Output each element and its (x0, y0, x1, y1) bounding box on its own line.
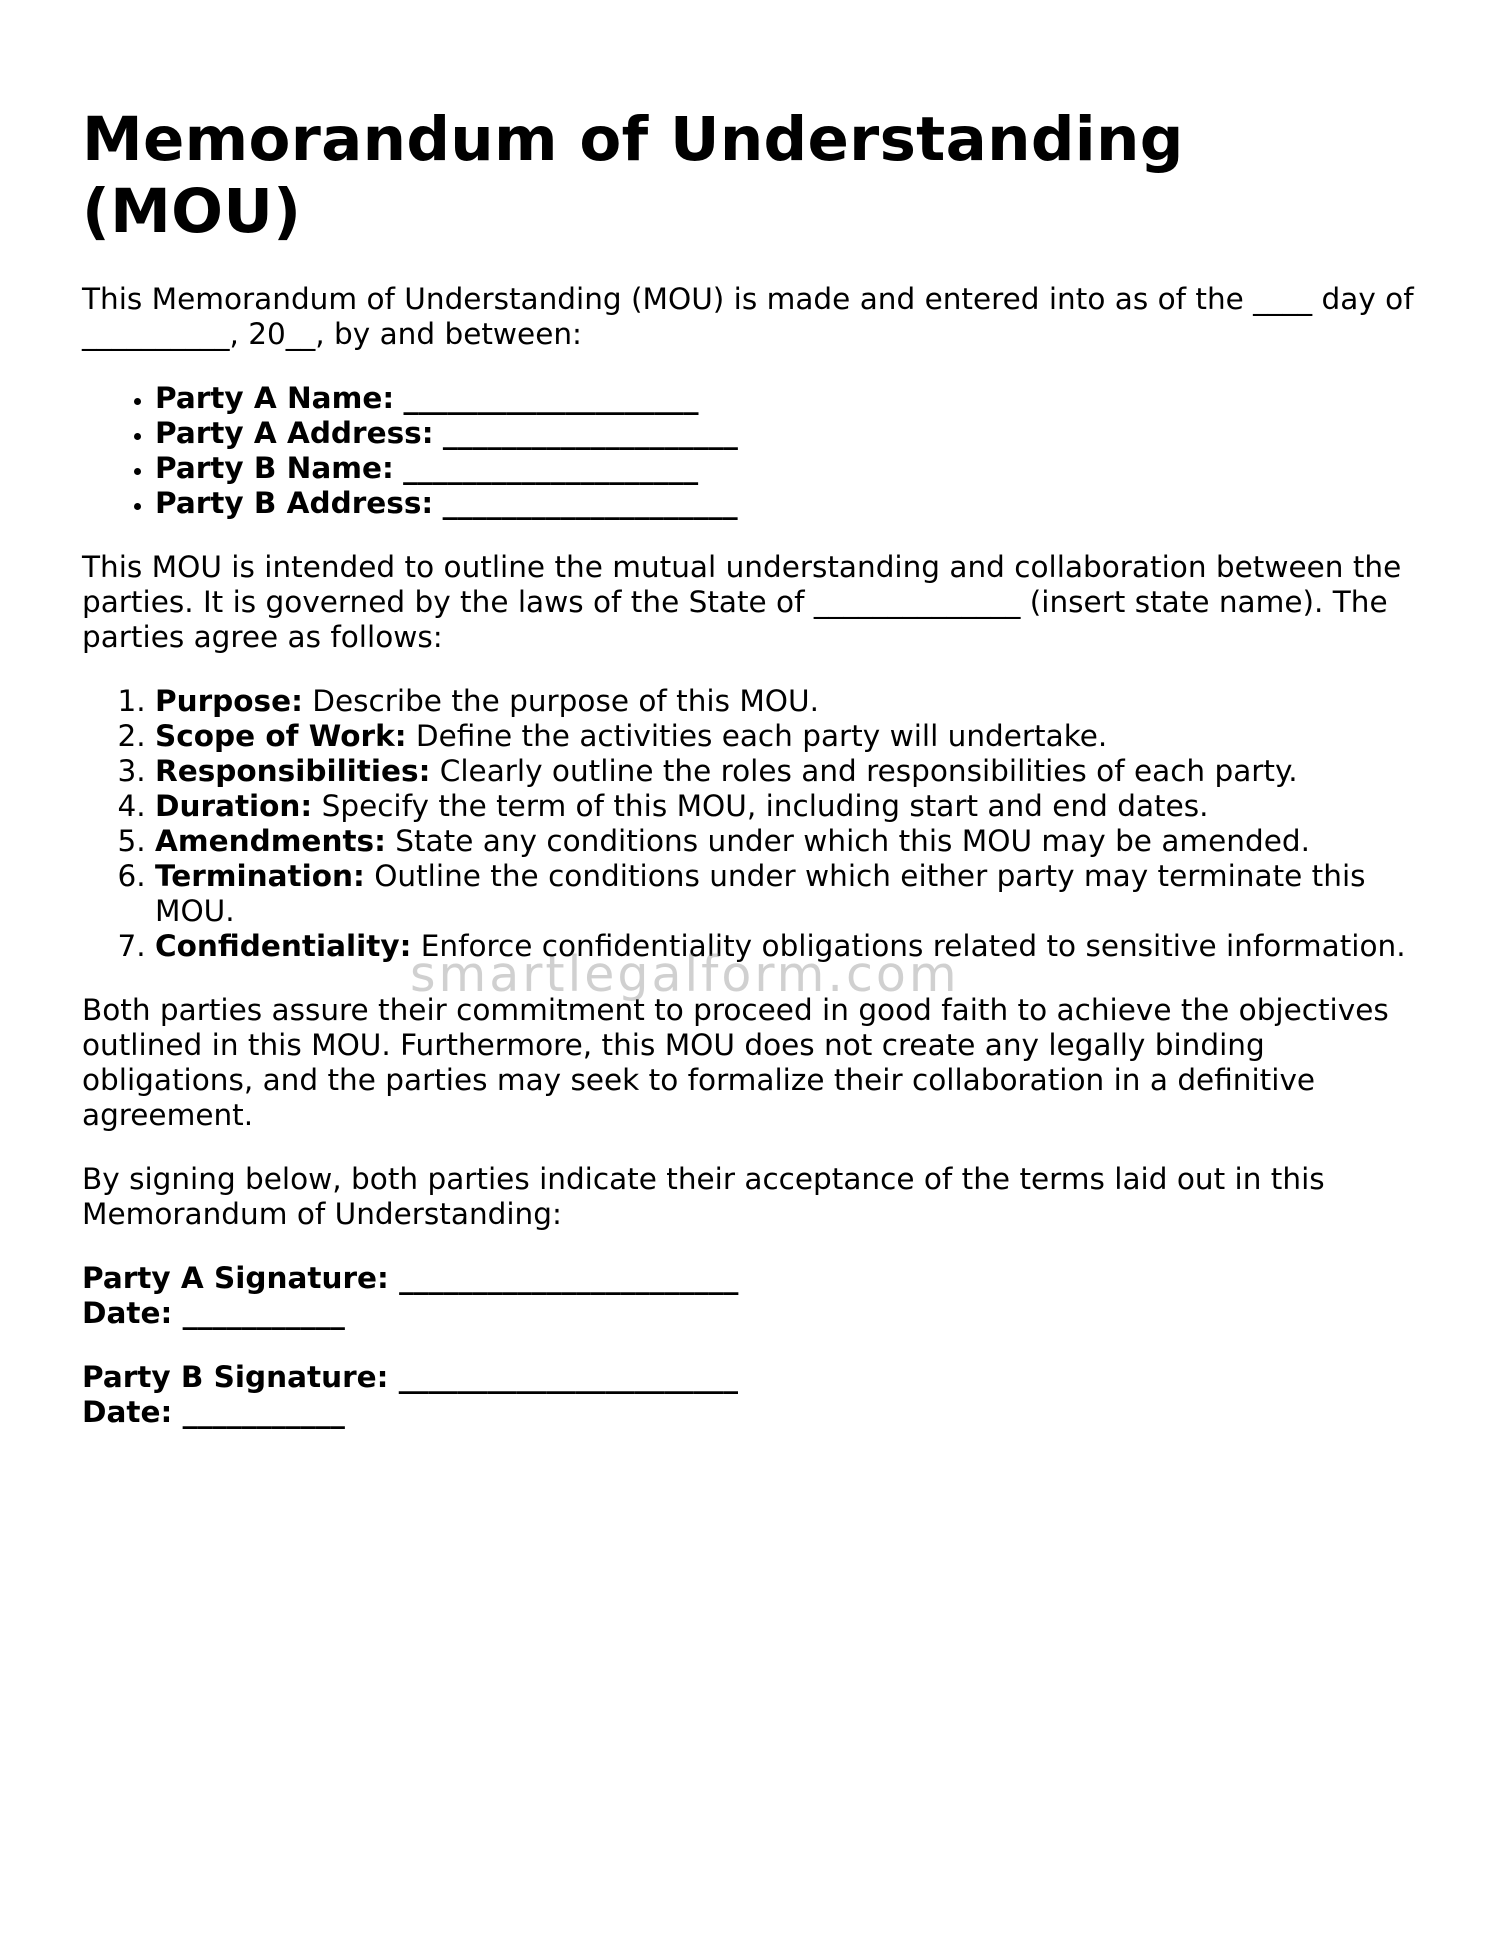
list-item (155, 719, 1422, 754)
date-blank: ___________ (182, 1395, 345, 1429)
acceptance-paragraph: By signing below, both parties indicate their acceptance of the terms laid out in this Memorandum of Understanding: (82, 1162, 1325, 1231)
list-item (155, 486, 1422, 521)
term-label: Confidentiality: (155, 929, 412, 963)
date-label: Date: (82, 1296, 173, 1330)
date-line (82, 1296, 1422, 1331)
signature-line (82, 1360, 1422, 1395)
document-page (82, 104, 1422, 1459)
party-label: Party B Name: (155, 451, 394, 485)
term-label: Scope of Work: (155, 719, 407, 753)
term-text: Define the activities each party will undertake. (406, 719, 1108, 753)
commitment-paragraph: Both parties assure their commitment to proceed in good faith to achieve the objectives outlined in this MOU. Furthermore, this MOU does not create any legally binding obligations, and the parties may seek to formalize their collaboration in a definitive agreement. (82, 993, 1389, 1132)
party-b-signature-block (82, 1360, 1422, 1430)
list-item (155, 789, 1422, 824)
party-a-signature-block (82, 1261, 1422, 1331)
list-item (155, 684, 1422, 719)
list-item (155, 754, 1422, 789)
parties-list (82, 381, 1422, 521)
party-label: Party A Address: (155, 416, 434, 450)
term-label: Amendments: (155, 824, 386, 858)
purpose-paragraph: This MOU is intended to outline the mutual understanding and collaboration between the parties. It is governed by the laws of the State of ______________ (insert state name). The parties agree as follows: (82, 550, 1402, 654)
term-label: Duration: (155, 789, 313, 823)
party-blank: ____________________ (442, 416, 738, 450)
date-label: Date: (82, 1395, 173, 1429)
intro-paragraph: This Memorandum of Understanding (MOU) is made and entered into as of the ____ day of __________, 20__, by and between: (82, 282, 1414, 351)
list-item (155, 451, 1422, 486)
list-item (155, 416, 1422, 451)
term-text: Specify the term of this MOU, including start and end dates. (312, 789, 1209, 823)
list-item (155, 824, 1422, 859)
party-label: Party A Name: (155, 381, 395, 415)
date-line (82, 1395, 1422, 1430)
term-text: Describe the purpose of this MOU. (302, 684, 819, 718)
list-item (155, 381, 1422, 416)
signature-label: Party B Signature: (82, 1360, 389, 1394)
party-label: Party B Address: (155, 486, 434, 520)
term-label: Responsibilities: (155, 754, 431, 788)
date-blank: ___________ (182, 1296, 345, 1330)
document-title: Memorandum of Understanding (MOU) (82, 104, 1184, 247)
list-item (155, 929, 1422, 964)
party-blank: ____________________ (442, 486, 738, 520)
signature-label: Party A Signature: (82, 1261, 389, 1295)
term-text: Enforce confidentiality obligations related to sensitive information. (411, 929, 1406, 963)
term-text: Clearly outline the roles and responsibilities of each party. (430, 754, 1298, 788)
term-text: State any conditions under which this MOU may be amended. (385, 824, 1310, 858)
term-label: Termination: (155, 859, 365, 893)
party-blank: ____________________ (403, 451, 699, 485)
term-text: Outline the conditions under which either party may terminate this MOU. (155, 859, 1366, 928)
party-blank: ____________________ (403, 381, 699, 415)
signature-blank: _______________________ (399, 1261, 739, 1295)
watermark: smartlegalform.com (410, 946, 960, 1003)
terms-list (82, 684, 1422, 964)
term-label: Purpose: (155, 684, 303, 718)
list-item (155, 859, 1422, 929)
signature-line (82, 1261, 1422, 1296)
signature-blank: _______________________ (398, 1360, 739, 1394)
